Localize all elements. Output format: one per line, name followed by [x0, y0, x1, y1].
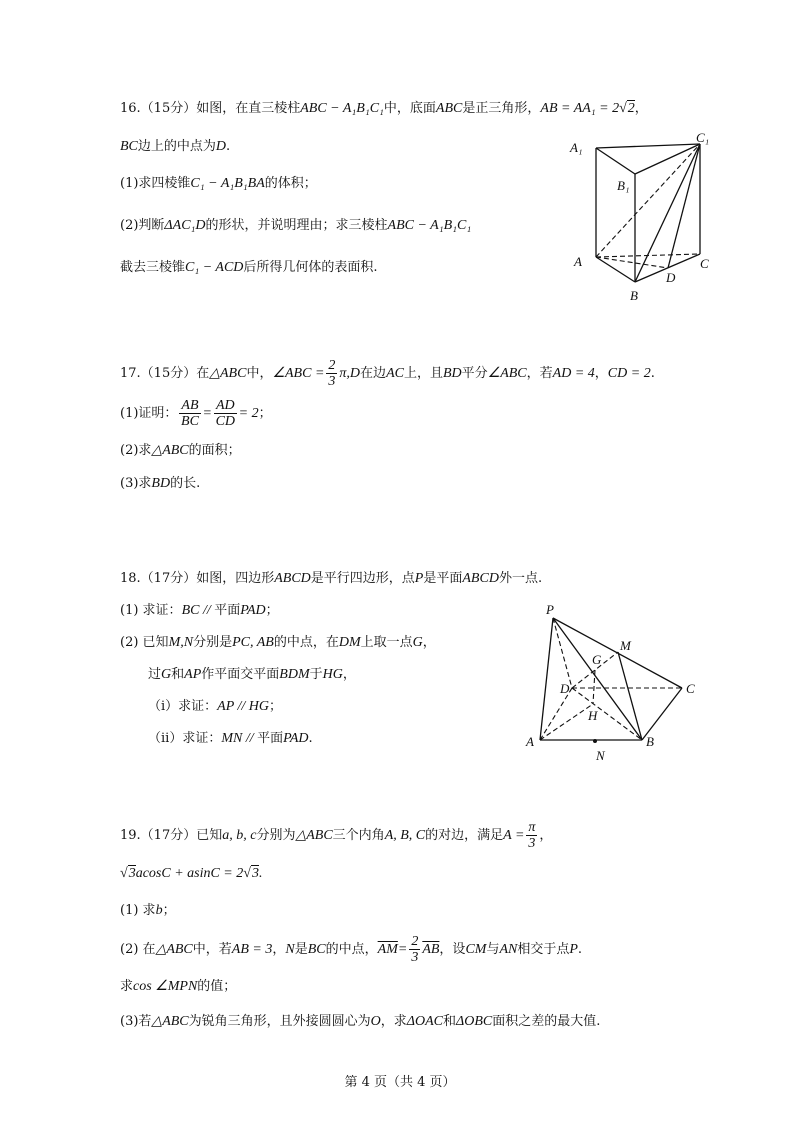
q17-tri: △ABC — [209, 366, 247, 381]
fig16-label-b: B — [630, 288, 638, 303]
q16-p2-a: (2)判断 — [120, 218, 165, 233]
fig16-label-c1: C₁ — [696, 132, 710, 145]
fig16-label-a: A — [574, 254, 582, 269]
fig16-label-b1: B₁ — [617, 178, 630, 193]
fig18-edge-mb — [618, 652, 642, 740]
figure-18-pyramid — [520, 600, 710, 770]
q17-frac-ad-cd: $\frac{AD}{CD}$ — [215, 398, 236, 429]
q16-line2-d: . — [226, 139, 231, 154]
q19-part1: (1) 求b； — [120, 903, 176, 918]
q18-line1: 18.（17分）如图，四边形ABCD是平行四边形，点P是平面ABCD外一点. — [120, 571, 543, 586]
fig16-edge-a1b1 — [596, 148, 635, 174]
q16-part2 — [120, 216, 471, 236]
fig16-edge-c1b — [635, 144, 700, 282]
q19-line1: 19.（17分）已知a, b, c分别为△ABC三个内角A, B, C的对边，满足A = $\frac{\pi}{3}$ ， — [120, 820, 553, 851]
fig18-label-g: G — [592, 652, 602, 667]
fig16-edge-b1c1 — [635, 144, 700, 174]
q16-p2-b: ΔAC₁D — [164, 218, 206, 233]
fig18-label-b: B — [646, 734, 654, 749]
fig18-label-d: D — [560, 681, 570, 696]
fig18-edge-bc — [642, 688, 682, 740]
q17-angle: ∠ABC = — [272, 366, 325, 381]
q16-part1 — [120, 174, 317, 194]
fig16-edge-ab — [596, 257, 635, 282]
q17-part2: (2)求△ABC的面积； — [120, 443, 241, 458]
figure-16-prism — [560, 132, 720, 307]
q16-eq: AB = AA₁ = 2 — [540, 101, 620, 116]
q16-tail: 是正三角形， — [462, 101, 541, 116]
fig16-edge-a1c1 — [596, 144, 700, 148]
q17-line1: 17.（15分）在△ABC中，∠ABC = $\frac{2}{3}$ π,D在边AC上，且BD平分∠ABC，若AD = 4，CD = 2. — [120, 358, 655, 389]
q16-p3-b: C₁ − ACD — [185, 260, 244, 275]
q16-p2-c: 的形状，并说明理由；求三棱柱 — [205, 218, 388, 233]
q16-line2 — [120, 137, 230, 157]
q16-p3-a: 截去三棱锥 — [120, 260, 186, 275]
fig18-label-p: P — [546, 602, 554, 617]
q17-pi: π, — [339, 366, 350, 381]
q16-line1: 16.（15分）如图，在直三棱柱ABC − A₁B₁C₁中，底面ABC是正三角形，AB = AA₁ = 2√2， — [120, 101, 648, 116]
q16-line2-c: D — [215, 139, 227, 154]
fig18-point-n — [593, 739, 597, 743]
q18-part1: (1) 求证：BC // 平面PAD； — [120, 603, 279, 618]
fig18-edge-pd — [553, 618, 572, 688]
q19-part3: (3)若△ABC为锐角三角形，且外接圆圆心为O，求ΔOAC和ΔOBC面积之差的最大值. — [120, 1014, 601, 1029]
q16-p2-d: ABC − A₁B₁C₁ — [387, 218, 472, 233]
q19-part2-line2: 求cos ∠MPN的值； — [120, 979, 237, 994]
q17-part3: (3)求BD的长. — [120, 476, 201, 491]
fig16-edge-ac1 — [596, 144, 700, 257]
fig18-edge-ah — [540, 704, 593, 740]
page-footer: 第 4 页（共 4 页） — [344, 1075, 456, 1090]
q17-frac-ab-bc: $\frac{AB}{BC}$ — [181, 398, 199, 429]
q17-frac: $\frac{2}{3}$ — [328, 358, 336, 389]
q16-line2-b: 边上的中点为 — [137, 139, 216, 154]
fig18-edge-pa — [540, 618, 553, 740]
q18-sub-ii: （ii）求证：MN // 平面PAD. — [148, 731, 313, 746]
fig16-label-a1: A₁ — [570, 140, 583, 155]
q16-prism: ABC − A₁B₁C₁ — [300, 101, 384, 116]
fig18-label-h: H — [588, 708, 598, 723]
q18-part2: (2) 已知M,N分别是PC, AB的中点，在DM上取一点G， — [120, 635, 436, 650]
fig18-label-n: N — [596, 748, 605, 763]
q16-head: 16.（15分）如图，在直三棱柱 — [120, 101, 301, 116]
q16-p1-b: C₁ − A₁B₁BA — [190, 176, 265, 191]
q19-part2: (2) 在△ABC中，若AB = 3，N是BC的中点，$\overline{AM}=$ $\frac{2}{3}$ $\overline{AB}$，设CM与AN相交于点P. — [120, 934, 583, 965]
q18-sub-i: （i）求证：AP // HG； — [148, 699, 283, 714]
q17-part1: (1)证明： $\frac{AB}{BC}$ = $\frac{AD}{CD}$ = 2； — [120, 398, 272, 429]
q19-frac-pi-3: $\frac{\pi}{3}$ — [528, 820, 536, 851]
fig16-label-c: C — [700, 256, 709, 271]
q16-p1-c: 的体积； — [264, 176, 317, 191]
fig18-label-c: C — [686, 681, 695, 696]
fig16-edge-ad — [596, 257, 668, 268]
q16-sqrt-arg: 2 — [627, 101, 635, 116]
q17-b: 中， — [246, 366, 273, 381]
fig16-edge-c1d — [668, 144, 700, 268]
q17-a: 17.（15分）在 — [120, 366, 210, 381]
fig18-label-a: A — [526, 734, 534, 749]
q19-line2: √3acosC + asinC = 2√3. — [120, 866, 263, 881]
fig18-label-m: M — [620, 638, 631, 653]
q16-mid: 中，底面 — [383, 101, 436, 116]
q19-frac-2-3: $\frac{2}{3}$ — [411, 934, 419, 965]
q16-base: ABC — [435, 101, 463, 116]
fig18-edge-db — [572, 688, 642, 740]
q16-line2-a: BC — [120, 139, 138, 154]
q16-p3-c: 后所得几何体的表面积. — [243, 260, 378, 275]
fig16-label-d: D — [666, 270, 676, 285]
q16-p1-a: (1)求四棱锥 — [120, 176, 191, 191]
q18-part2-line2: 过G和AP作平面交平面BDM于HG， — [148, 667, 356, 682]
q16-part3 — [120, 258, 378, 278]
